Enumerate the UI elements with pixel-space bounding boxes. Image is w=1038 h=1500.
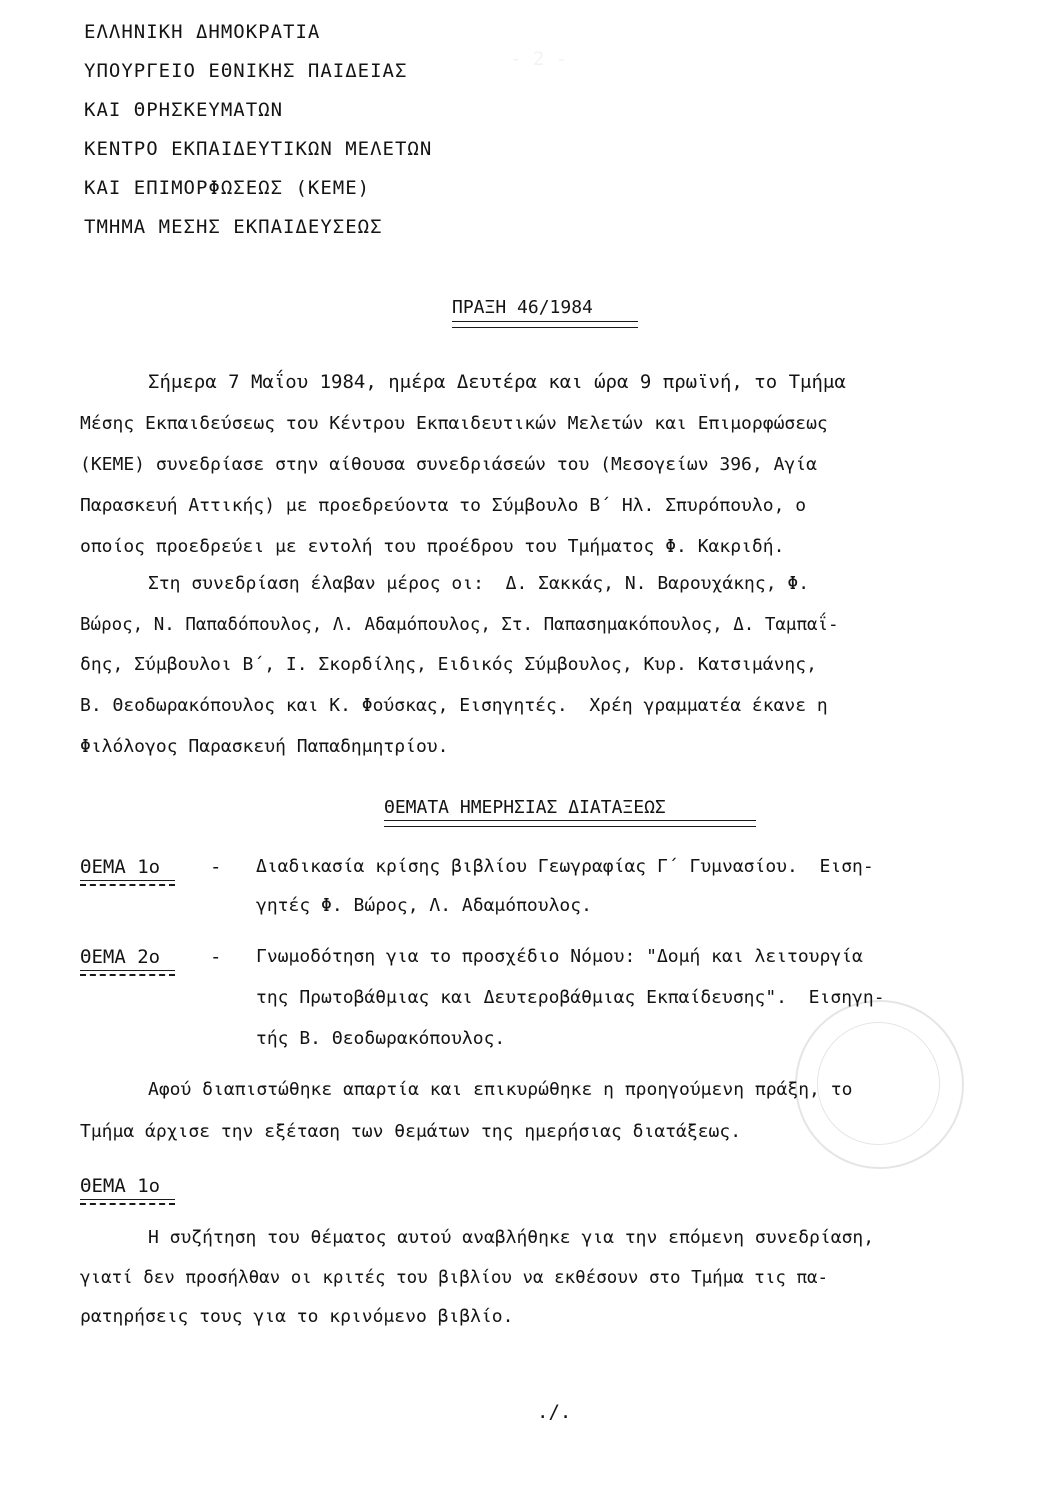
quorum-line: Τμήμα άρχισε την εξέταση των θεμάτων της ημερήσιας διατάξεως. [80,1121,742,1142]
quorum-line: Αφού διαπιστώθηκε απαρτία και επικυρώθηκε η προηγούμενη πράξη, το [148,1079,853,1100]
intro-line: οποίος προεδρεύει με εντολή του προέδρου του Τμήματος Φ. Κακριδή. [80,536,785,557]
agenda-item-dash: - [210,946,222,968]
agenda-item-line: Διαδικασία κρίσης βιβλίου Γεωγραφίας Γ΄ Γυμνασίου. Ειση- [256,856,874,877]
subject-line: γιατί δεν προσήλθαν οι κριτές του βιβλίου να εκθέσουν στο Τμήμα τις πα- [80,1268,829,1288]
participants-line: Β. Θεοδωρακόπουλος και Κ. Φούσκας, Εισηγητές. Χρέη γραμματέα έκανε η [80,695,828,716]
agenda-item-label: ΘΕΜΑ 2ο [80,946,161,968]
agenda-item-label-underline [80,970,175,971]
agenda-item-line: γητές Φ. Βώρος, Λ. Αδαμόπουλος. [256,895,592,916]
intro-line: Μέσης Εκπαιδεύσεως του Κέντρου Εκπαιδευτικών Μελετών και Επιμορφώσεως [80,413,828,434]
subject-line: ρατηρήσεις τους για το κρινόμενο βιβλίο. [80,1306,514,1327]
letterhead-line: ΤΜΗΜΑ ΜΕΣΗΣ ΕΚΠΑΙΔΕΥΣΕΩΣ [84,216,383,238]
continuation-mark: ./. [537,1401,572,1423]
agenda-item-label: ΘΕΜΑ 1ο [80,856,161,878]
subject-label: ΘΕΜΑ 1ο [80,1175,161,1197]
show-through-text: - 2 - [510,48,568,70]
act-title-double-underline [452,321,638,328]
agenda-item-label-underline [80,880,175,881]
participants-line: δης, Σύμβουλοι Β΄, Ι. Σκορδίλης, Ειδικός Σύμβουλος, Κυρ. Κατσιμάνης, [80,654,817,675]
participants-line: Φιλόλογος Παρασκευή Παπαδημητρίου. [80,736,449,757]
letterhead-line: ΕΛΛΗΝΙΚΗ ΔΗΜΟΚΡΑΤΙΑ [84,21,321,43]
letterhead-line: ΚΕΝΤΡΟ ΕΚΠΑΙΔΕΥΤΙΚΩΝ ΜΕΛΕΤΩΝ [84,138,433,160]
subject-label-underline [80,1199,175,1200]
agenda-heading-double-underline [384,820,756,827]
agenda-item-dash: - [210,856,222,878]
letterhead-line: ΚΑΙ ΘΡΗΣΚΕΥΜΑΤΩΝ [84,99,284,121]
intro-line: (ΚΕΜΕ) συνεδρίασε στην αίθουσα συνεδριάσεών του (Μεσογείων 396, Αγία [80,454,817,475]
agenda-heading: ΘΕΜΑΤΑ ΗΜΕΡΗΣΙΑΣ ΔΙΑΤΑΞΕΩΣ [384,797,666,818]
subject-label-dashes [80,1203,175,1205]
letterhead-line: ΥΠΟΥΡΓΕΙΟ ΕΘΝΙΚΗΣ ΠΑΙΔΕΙΑΣ [84,60,408,82]
intro-line: Σήμερα 7 Μαΐου 1984, ημέρα Δευτέρα και ώρα 9 πρωϊνή, το Τμήμα [148,371,846,393]
agenda-item-line: Γνωμοδότηση για το προσχέδιο Νόμου: "Δομή και λειτουργία [256,946,863,967]
agenda-item-label-dashes [80,884,175,886]
intro-line: Παρασκευή Αττικής) με προεδρεύοντα το Σύμβουλο Β΄ Ηλ. Σπυρόπουλο, ο [80,495,807,516]
agenda-item-line: τής Β. Θεοδωρακόπουλος. [256,1028,506,1049]
subject-line: Η συζήτηση του θέματος αυτού αναβλήθηκε για την επόμενη συνεδρίαση, [148,1227,875,1248]
participants-line: Στη συνεδρίαση έλαβαν μέρος οι: Δ. Σακκάς, Ν. Βαρουχάκης, Φ. [148,573,810,594]
agenda-item-line: της Πρωτοβάθμιας και Δευτεροβάθμιας Εκπαίδευσης". Εισηγη- [256,987,885,1008]
agenda-item-label-dashes [80,974,175,976]
act-title: ΠΡΑΞΗ 46/1984 [452,297,593,318]
participants-line: Βώρος, Ν. Παπαδόπουλος, Λ. Αδαμόπουλος, Στ. Παπασημακόπουλος, Δ. Ταμπαΐ- [80,615,839,635]
letterhead-line: ΚΑΙ ΕΠΙΜΟΡΦΩΣΕΩΣ (ΚΕΜΕ) [84,177,371,199]
